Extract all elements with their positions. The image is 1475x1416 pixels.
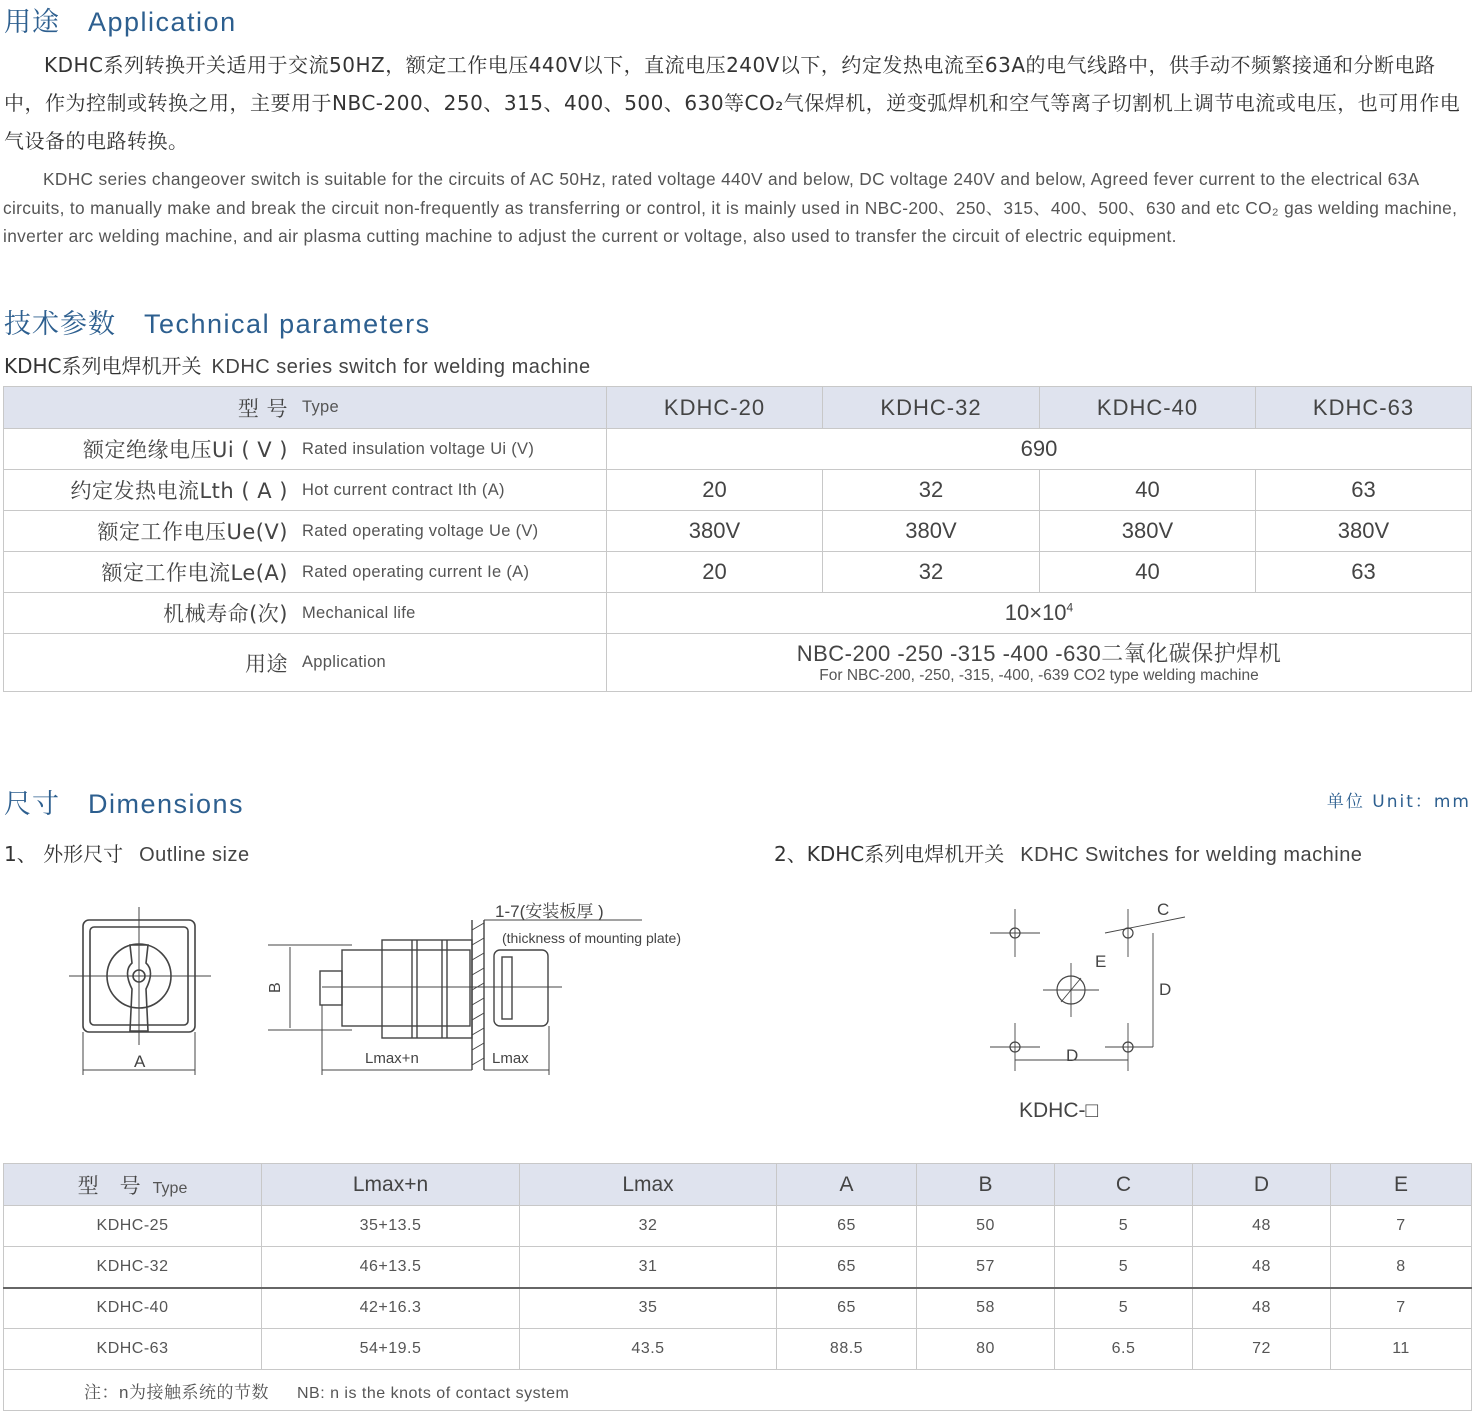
model-header: KDHC-40 [1040,387,1256,429]
table-cell: 43.5 [520,1329,777,1370]
dim-label-d-vertical: D [1159,980,1172,999]
side-view-drawing [262,895,712,1080]
column-header: C [1055,1164,1193,1206]
dim-label-c: C [1157,900,1170,919]
application-heading-cn: 用途 [4,7,60,38]
table-cell: 88.5 [777,1329,917,1370]
application-value-main: NBC-200 -250 -315 -400 -630二氧化碳保护焊机 [796,640,1282,666]
table-row [4,1247,1472,1288]
outline-caption: 1、 外形尺寸 Outline size [4,842,250,866]
table-row [4,634,1472,692]
table-cell: 80 [917,1329,1055,1370]
dimensions-heading [4,782,244,821]
application-text-en: KDHC series changeover switch is suitable for the circuits of AC 50Hz, rated voltage 440V and below, DC voltage 240V and below, Agreed fever current to the electrical 63A circuits, to manually make and break the circuit non-frequently as transferring or control, it is mainly used in NBC-200、250、315、400、500、630 and etc CO₂ gas welding machine, inverter arc welding machine, and air plasma cutting machine to adjust the current or voltage, also used to transfer the circuit of electric equipment. [3,169,1458,246]
row-label-op-voltage: 额定工作电压Ue(V) Rated operating voltage Ue (V) [4,511,607,552]
table-cell: 380V [823,511,1040,552]
table-cell: 5 [1055,1288,1193,1329]
dim-label-b: B [267,982,284,993]
dim-label-lmax: Lmax [492,1050,529,1067]
table-cell: 63 [1256,552,1472,593]
column-header: A [777,1164,917,1206]
table-cell: 32 [520,1206,777,1247]
application-heading [4,0,237,39]
table-cell: 35+13.5 [262,1206,520,1247]
table-cell: 32 [823,470,1040,511]
technical-subtitle-cn: KDHC系列电焊机开关 [4,354,202,378]
table-cell: 54+19.5 [262,1329,520,1370]
type-header: 型 号 Type [4,1164,262,1206]
technical-heading [4,302,431,341]
table-cell: 65 [777,1206,917,1247]
application-text-cn: KDHC系列转换开关适用于交流50HZ，额定工作电压440V以下，直流电压240V以下，约定发热电流至63A的电气线路中，供手动不频繁接通和分断电路中，作为控制或转换之用，主要用于NBC-200、250、315、400、500、630等CO₂气保焊机，逆变弧焊机和空气等离子切割机上调节电流或电压，也可用作电气设备的电路转换。 [4,53,1461,153]
table-cell: 5 [1055,1247,1193,1288]
column-header: D [1193,1164,1331,1206]
table-header-row [4,1164,1472,1206]
technical-parameters-table [3,386,1472,692]
column-header: Lmax+n [262,1164,520,1206]
table-note-row [4,1370,1472,1411]
table-row [4,1288,1472,1329]
technical-heading-en: Technical parameters [144,309,431,339]
table-cell: 72 [1193,1329,1331,1370]
row-label-mech-life: 机械寿命(次) Mechanical life [4,593,607,634]
table-row [4,1206,1472,1247]
plate-label-cn: 1-7(安装板厚 ) [495,902,604,921]
table-cell: 57 [917,1247,1055,1288]
table-cell: 7 [1331,1288,1472,1329]
technical-subtitle [4,350,591,379]
note-cn: 注：n为接触系统的节数 [84,1382,269,1402]
model-header: KDHC-32 [823,387,1040,429]
table-cell: 48 [1193,1247,1331,1288]
table-note [4,1370,1472,1411]
mech-life-value: $10\times 10^4$ [607,593,1472,634]
application-value [607,634,1472,692]
table-row [4,1329,1472,1370]
insulation-value: 690 [607,429,1472,470]
column-header: B [917,1164,1055,1206]
application-value-sub: For NBC-200, -250, -315, -400, -639 CO2 type welding machine [819,666,1259,684]
table-cell: 8 [1331,1247,1472,1288]
dim-label-lmax-n: Lmax+n [365,1050,419,1067]
type-header: 型 号 Type [4,387,607,429]
plate-label-en: (thickness of mounting plate) [502,930,681,946]
dimensions-heading-en: Dimensions [88,789,245,819]
table-row [4,552,1472,593]
table-cell: 5 [1055,1206,1193,1247]
model-header: KDHC-63 [1256,387,1472,429]
note-en: NB: n is the knots of contact system [296,1384,570,1402]
table-cell: 7 [1331,1206,1472,1247]
table-cell: 380V [1040,511,1256,552]
table-cell: 35 [520,1288,777,1329]
type-cell: KDHC-25 [4,1206,262,1247]
table-row [4,470,1472,511]
column-header: E [1331,1164,1472,1206]
front-view-drawing [66,905,216,1080]
table-cell: 11 [1331,1329,1472,1370]
table-cell: 63 [1256,470,1472,511]
unit-label: 单位 Unit：mm [1326,792,1471,812]
dim-label-a: A [134,1052,146,1071]
technical-subtitle-en: KDHC series switch for welding machine [211,356,591,378]
table-cell: 48 [1193,1206,1331,1247]
type-cell: KDHC-40 [4,1288,262,1329]
table-cell: 65 [777,1247,917,1288]
table-cell: 46+13.5 [262,1247,520,1288]
table-cell: 50 [917,1206,1055,1247]
row-label-hot-current: 约定发热电流Lth ( A ) Hot current contract Ith (A) [4,470,607,511]
technical-heading-cn: 技术参数 [4,309,116,340]
table-cell: 31 [520,1247,777,1288]
table-cell: 40 [1040,552,1256,593]
dimensions-heading-cn: 尺寸 [4,789,60,820]
table-cell: 42+16.3 [262,1288,520,1329]
table-row [4,511,1472,552]
dimensions-table [3,1163,1472,1411]
table-cell: 48 [1193,1288,1331,1329]
switch-model-label: KDHC-□ [1019,1099,1099,1122]
column-header: Lmax [520,1164,777,1206]
row-label-op-current: 额定工作电流Le(A) Rated operating current Ie (A) [4,552,607,593]
table-cell: 40 [1040,470,1256,511]
model-header: KDHC-20 [607,387,823,429]
switches-caption: 2、KDHC系列电焊机开关 KDHC Switches for welding machine [774,842,1363,866]
dim-label-d-horizontal: D [1066,1046,1079,1065]
table-cell: 6.5 [1055,1329,1193,1370]
table-row [4,429,1472,470]
table-cell: 20 [607,470,823,511]
table-cell: 20 [607,552,823,593]
table-header-row [4,387,1472,429]
table-cell: 65 [777,1288,917,1329]
table-cell: 32 [823,552,1040,593]
type-cell: KDHC-63 [4,1329,262,1370]
table-row [4,593,1472,634]
table-cell: 380V [607,511,823,552]
table-cell: 58 [917,1288,1055,1329]
row-label-application: 用途 Application [4,634,607,692]
dim-label-e: E [1095,952,1107,971]
application-heading-en: Application [88,7,237,37]
row-label-insulation: 额定绝缘电压Ui ( V ) Rated insulation voltage Ui (V) [4,429,607,470]
table-cell: 380V [1256,511,1472,552]
mounting-pattern-drawing [985,895,1185,1135]
type-cell: KDHC-32 [4,1247,262,1288]
